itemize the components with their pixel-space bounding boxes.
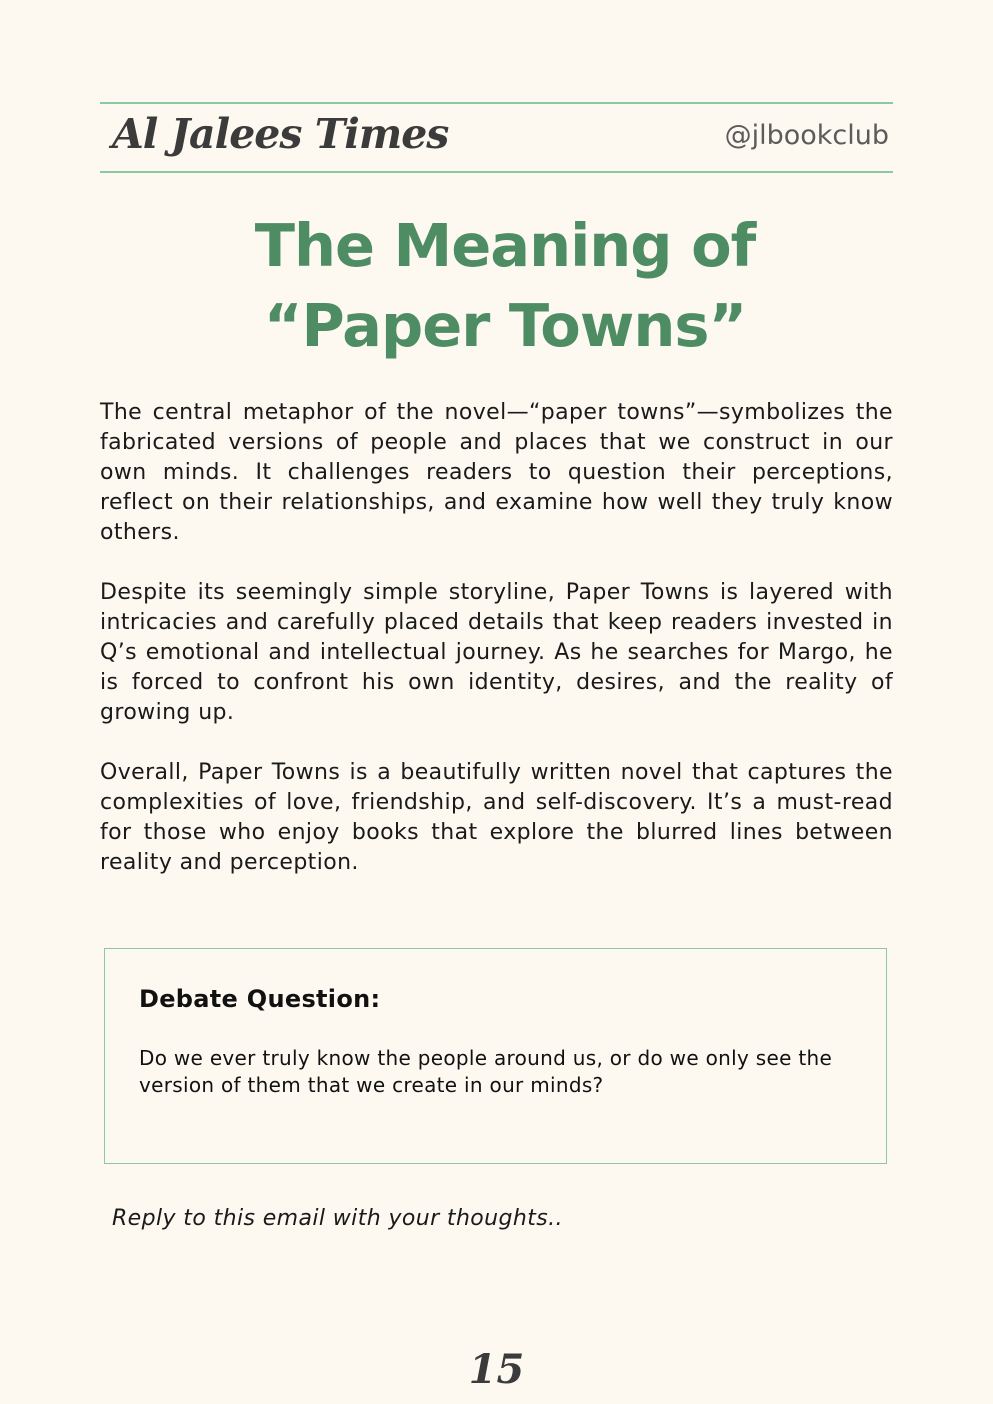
article-title-line-2: “Paper Towns” [263, 291, 747, 360]
article-paragraph: Despite its seemingly simple storyline, Paper Towns is layered with intricacies and carefully placed details that keep readers invested in Q’s emotional and intellectual journey. As he searches for Margo, he is forced to confront his own identity, desires, and the reality of growing up. [100, 580, 893, 725]
debate-question-box [104, 948, 887, 1164]
article-body [100, 398, 893, 908]
page-number: 15 [468, 1346, 525, 1393]
debate-heading: Debate Question: [139, 985, 381, 1013]
header-bottom-rule [100, 171, 893, 173]
article-title-line-1: The Meaning of [254, 211, 756, 280]
social-handle: @jlbookclub [724, 120, 889, 151]
masthead-title: Al Jalees Times [112, 110, 449, 158]
reply-prompt: Reply to this email with your thoughts.. [112, 1206, 563, 1231]
article-paragraph: The central metaphor of the novel—“paper towns”—symbolizes the fabricated versions of people and places that we construct in our own minds. It challenges readers to question their perceptions, reflect on their relationships, and examine how well they truly know others. [100, 400, 893, 545]
debate-question-text: Do we ever truly know the people around us, or do we only see the version of them that we create in our minds? [139, 1046, 833, 1097]
header-top-rule [100, 102, 893, 104]
article-title [100, 206, 910, 366]
article-paragraph: Overall, Paper Towns is a beautifully written novel that captures the complexities of love, friendship, and self-discovery. It’s a must-read for those who enjoy books that explore the blurred lines between reality and perception. [100, 760, 893, 875]
